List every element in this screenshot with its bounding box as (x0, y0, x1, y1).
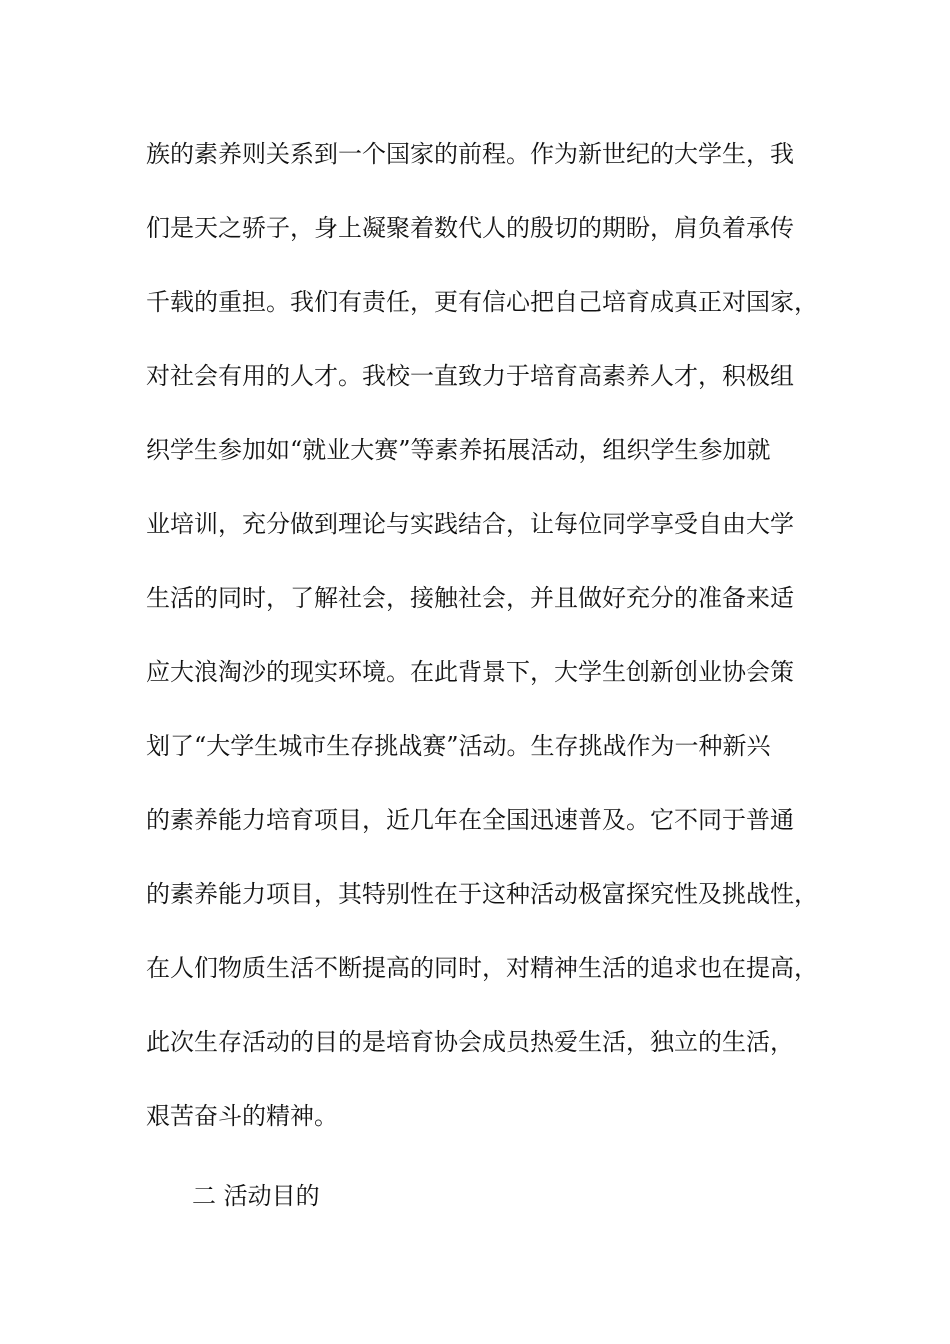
paragraph-line: 在人们物质生活不断提高的同时，对精神生活的追求也在提高， (146, 954, 818, 982)
paragraph-line: 应大浪淘沙的现实环境。在此背景下，大学生创新创业协会策 (146, 658, 794, 686)
paragraph-line: 们是天之骄子，身上凝聚着数代人的殷切的期盼，肩负着承传 (146, 214, 794, 242)
paragraph-line: 业培训，充分做到理论与实践结合，让每位同学享受自由大学 (146, 510, 794, 538)
paragraph-line: 的素养能力培育项目，近几年在全国迅速普及。它不同于普通 (146, 806, 794, 834)
paragraph-line: 艰苦奋斗的精神。 (146, 1102, 338, 1130)
section-heading: 二 活动目的 (192, 1182, 320, 1210)
paragraph-line: 对社会有用的人才。我校一直致力于培育高素养人才，积极组 (146, 362, 794, 390)
paragraph-line: 生活的同时，了解社会，接触社会，并且做好充分的准备来适 (146, 584, 794, 612)
body-paragraph (146, 132, 836, 1168)
paragraph-line: 族的素养则关系到一个国家的前程。作为新世纪的大学生，我 (146, 140, 794, 168)
paragraph-line: 的素养能力项目，其特别性在于这种活动极富探究性及挑战性， (146, 880, 818, 908)
paragraph-line: 此次生存活动的目的是培育协会成员热爱生活，独立的生活， (146, 1028, 794, 1056)
paragraph-line: 织学生参加如“就业大赛”等素养拓展活动，组织学生参加就 (146, 436, 771, 464)
paragraph-line: 千载的重担。我们有责任，更有信心把自己培育成真正对国家， (146, 288, 818, 316)
paragraph-line: 划了“大学生城市生存挑战赛”活动。生存挑战作为一种新兴 (146, 732, 771, 760)
